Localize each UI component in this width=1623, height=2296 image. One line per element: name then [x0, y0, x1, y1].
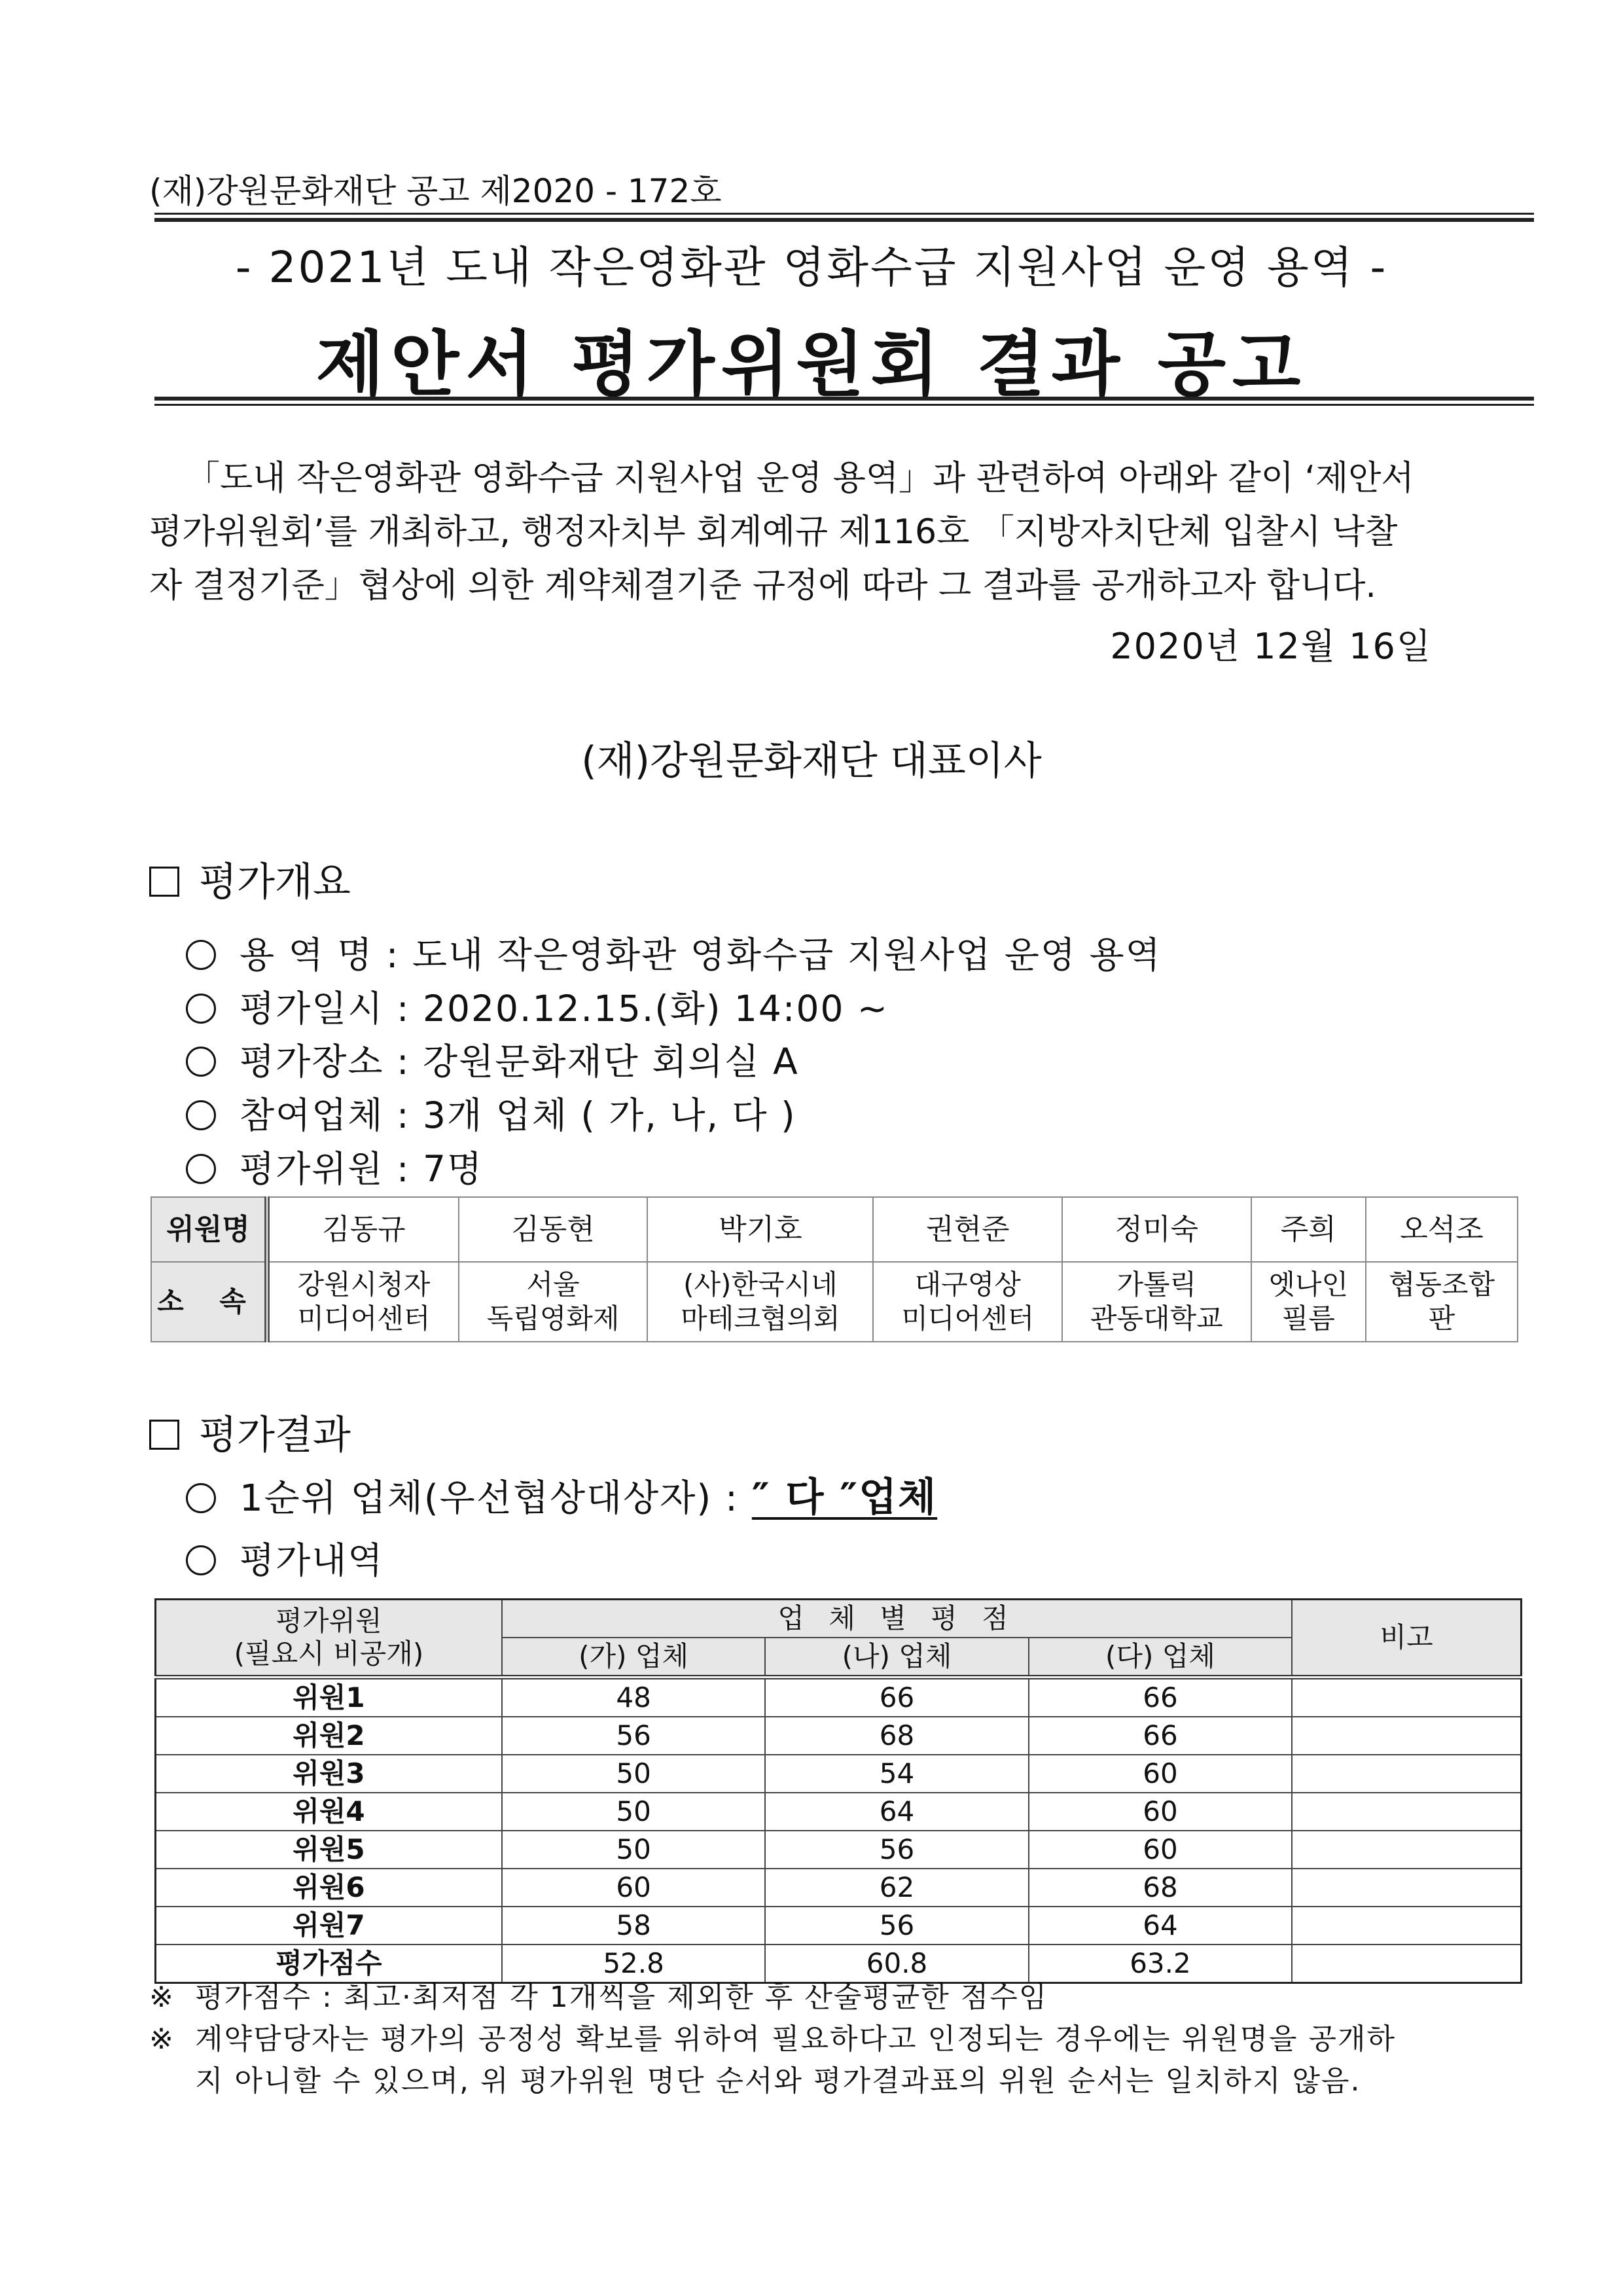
- company-header: (다) 업체: [1029, 1638, 1292, 1677]
- body-line: 자 결정기준」협상에 의한 계약체결기준 규정에 따라 그 결과를 공개하고자 합니다.: [149, 566, 1376, 605]
- score-cell: 50: [502, 1831, 765, 1869]
- score-cell: 56: [765, 1907, 1028, 1945]
- checkbox-square-icon: [149, 867, 179, 897]
- table-row: [156, 1717, 1522, 1755]
- total-score: 60.8: [765, 1945, 1028, 1983]
- evaluator-name: 위원5: [156, 1831, 502, 1869]
- detail-label-line: [186, 1532, 384, 1583]
- committee-table: [151, 1196, 1518, 1342]
- score-cell: 50: [502, 1793, 765, 1831]
- overview-item: [186, 980, 889, 1031]
- score-cell: 68: [1029, 1869, 1292, 1907]
- first-rank-line: [186, 1466, 937, 1522]
- overview-item: [186, 926, 1162, 978]
- notice-number: (재)강원문화재단 공고 제2020 - 172호: [149, 172, 722, 210]
- checkbox-square-icon: [149, 1420, 179, 1450]
- committee-affiliation-header: 소 속: [151, 1262, 267, 1342]
- aff-line: 가톨릭: [1116, 1268, 1197, 1300]
- member-name: 주희: [1251, 1197, 1366, 1262]
- table-row: [156, 1831, 1522, 1869]
- title-rule: [154, 404, 1534, 406]
- committee-name-header: 위원명: [151, 1197, 267, 1262]
- page-title: 제안서 평가위원회 결과 공고: [315, 324, 1308, 406]
- aff-line: 협동조합: [1388, 1268, 1495, 1300]
- score-cell: 68: [765, 1717, 1028, 1755]
- circle-bullet-icon: [186, 1545, 216, 1575]
- remark-cell: [1292, 1717, 1521, 1755]
- score-cell: 58: [502, 1907, 765, 1945]
- title-rule-thick: [154, 397, 1534, 401]
- subtitle: - 2021년 도내 작은영화관 영화수급 지원사업 운영 용역 -: [235, 242, 1388, 293]
- aff-line: 미디어센터: [297, 1302, 431, 1335]
- section-label: 평가개요: [199, 859, 351, 905]
- member-affiliation: [1251, 1262, 1366, 1342]
- table-row: [156, 1755, 1522, 1793]
- aff-line: 미디어센터: [901, 1302, 1035, 1335]
- member-name: 김동현: [459, 1197, 648, 1262]
- overview-item: [186, 1033, 799, 1085]
- footnote-2: [149, 2018, 1471, 2102]
- score-cell: 50: [502, 1755, 765, 1793]
- overview-text: 평가장소 : 강원문화재단 회의실 A: [240, 1041, 799, 1083]
- table-row: [156, 1907, 1522, 1945]
- announcement-date: 2020년 12월 16일: [1110, 626, 1432, 667]
- evaluator-header: [156, 1600, 502, 1677]
- header-line: 평가위원: [276, 1605, 382, 1637]
- first-rank-value: ″ 다 ″업체: [751, 1475, 938, 1520]
- score-cell: 66: [765, 1677, 1028, 1717]
- circle-bullet-icon: [186, 1154, 216, 1184]
- remark-cell: [1292, 1907, 1521, 1945]
- table-row: [156, 1677, 1522, 1717]
- note-text-continued: 지 아니할 수 있으며, 위 평가위원 명단 순서와 평가결과표의 위원 순서는 일치하지 않음.: [195, 2064, 1361, 2098]
- note-text: 계약담당자는 평가의 공정성 확보를 위하여 필요하다고 인정되는 경우에는 위원명을 공개하: [195, 2022, 1397, 2056]
- evaluator-name: 위원7: [156, 1907, 502, 1945]
- section-label: 평가결과: [199, 1412, 351, 1458]
- evaluator-name: 위원6: [156, 1869, 502, 1907]
- note-mark: ※: [149, 2022, 175, 2056]
- circle-bullet-icon: [186, 1100, 216, 1130]
- company-header: (나) 업체: [765, 1638, 1028, 1677]
- member-name: 김동규: [267, 1197, 459, 1262]
- score-cell: 60: [502, 1869, 765, 1907]
- score-cell: 60: [1029, 1793, 1292, 1831]
- member-name: 권현준: [873, 1197, 1062, 1262]
- score-cell: 56: [765, 1831, 1028, 1869]
- circle-bullet-icon: [186, 940, 216, 970]
- aff-line: 엣나인: [1268, 1268, 1349, 1300]
- note-text: 평가점수 : 최고·최저점 각 1개씩을 제외한 후 산술평균한 점수임: [195, 1981, 1048, 2014]
- score-table: [154, 1598, 1522, 1984]
- section-overview-heading: [149, 851, 351, 907]
- member-affiliation: [1062, 1262, 1251, 1342]
- aff-line: 서울: [526, 1268, 580, 1300]
- overview-text: 용 역 명 : 도내 작은영화관 영화수급 지원사업 운영 용역: [240, 934, 1162, 976]
- overview-item: [186, 1086, 796, 1138]
- score-cell: 60: [1029, 1831, 1292, 1869]
- aff-line: 강원시청자: [297, 1268, 431, 1300]
- score-cell: 54: [765, 1755, 1028, 1793]
- organization-signature: (재)강원문화재단 대표이사: [581, 738, 1042, 784]
- body-line: 「도내 작은영화관 영화수급 지원사업 운영 용역」과 관련하여 아래와 같이 ‘제안서: [186, 459, 1414, 498]
- aff-line: 대구영상: [914, 1268, 1021, 1300]
- overview-text: 평가일시 : 2020.12.15.(화) 14:00 ~: [240, 988, 889, 1030]
- table-row: [156, 1869, 1522, 1907]
- overview-item: [186, 1140, 483, 1192]
- score-cell: 66: [1029, 1677, 1292, 1717]
- circle-bullet-icon: [186, 1047, 216, 1077]
- header-line: (필요시 비공개): [234, 1638, 424, 1670]
- total-score: 52.8: [502, 1945, 765, 1983]
- aff-line: (사)한국시네: [683, 1268, 838, 1300]
- total-score: 63.2: [1029, 1945, 1292, 1983]
- member-affiliation: [459, 1262, 648, 1342]
- score-cell: 56: [502, 1717, 765, 1755]
- evaluator-name: 위원4: [156, 1793, 502, 1831]
- remark-header: 비고: [1292, 1600, 1521, 1677]
- company-header: (가) 업체: [502, 1638, 765, 1677]
- evaluator-name: 위원2: [156, 1717, 502, 1755]
- score-cell: 60: [1029, 1755, 1292, 1793]
- score-cell: 64: [1029, 1907, 1292, 1945]
- section-result-heading: [149, 1404, 351, 1460]
- header-rule-thick: [154, 218, 1534, 222]
- aff-line: 독립영화제: [486, 1302, 620, 1335]
- first-rank-label: 1순위 업체(우선협상대상자) :: [240, 1477, 739, 1520]
- aff-line: 필름: [1281, 1302, 1335, 1335]
- aff-line: 판: [1428, 1302, 1455, 1335]
- aff-line: 마테크협의회: [681, 1302, 840, 1335]
- company-score-group-header: 업 체 별 평 점: [502, 1600, 1292, 1638]
- table-row: [156, 1793, 1522, 1831]
- remark-cell: [1292, 1793, 1521, 1831]
- member-affiliation: [873, 1262, 1062, 1342]
- aff-line: 관동대학교: [1090, 1302, 1223, 1335]
- note-mark: ※: [149, 1981, 175, 2014]
- score-cell: 66: [1029, 1717, 1292, 1755]
- remark-cell: [1292, 1831, 1521, 1869]
- overview-text: 참여업체 : 3개 업체 ( 가, 나, 다 ): [240, 1094, 796, 1136]
- circle-bullet-icon: [186, 994, 216, 1024]
- score-cell: 62: [765, 1869, 1028, 1907]
- header-rule: [154, 213, 1534, 215]
- footnote-1: [149, 1977, 1471, 2018]
- score-cell: 48: [502, 1677, 765, 1717]
- total-label: 평가점수: [156, 1945, 502, 1983]
- evaluator-name: 위원1: [156, 1677, 502, 1717]
- detail-label: 평가내역: [240, 1539, 384, 1581]
- member-name: 박기호: [647, 1197, 873, 1262]
- evaluator-name: 위원3: [156, 1755, 502, 1793]
- remark-cell: [1292, 1869, 1521, 1907]
- overview-text: 평가위원 : 7명: [240, 1148, 484, 1190]
- announcement-body: [149, 452, 1465, 613]
- remark-cell: [1292, 1755, 1521, 1793]
- body-line: 평가위원회’를 개최하고, 행정자치부 회계예규 제116호 「지방자치단체 입찰시 낙찰: [149, 512, 1398, 552]
- member-affiliation: [647, 1262, 873, 1342]
- remark-cell: [1292, 1677, 1521, 1717]
- score-cell: 64: [765, 1793, 1028, 1831]
- member-name: 오석조: [1366, 1197, 1518, 1262]
- circle-bullet-icon: [186, 1483, 216, 1513]
- member-affiliation: [267, 1262, 459, 1342]
- member-affiliation: [1366, 1262, 1518, 1342]
- member-name: 정미숙: [1062, 1197, 1251, 1262]
